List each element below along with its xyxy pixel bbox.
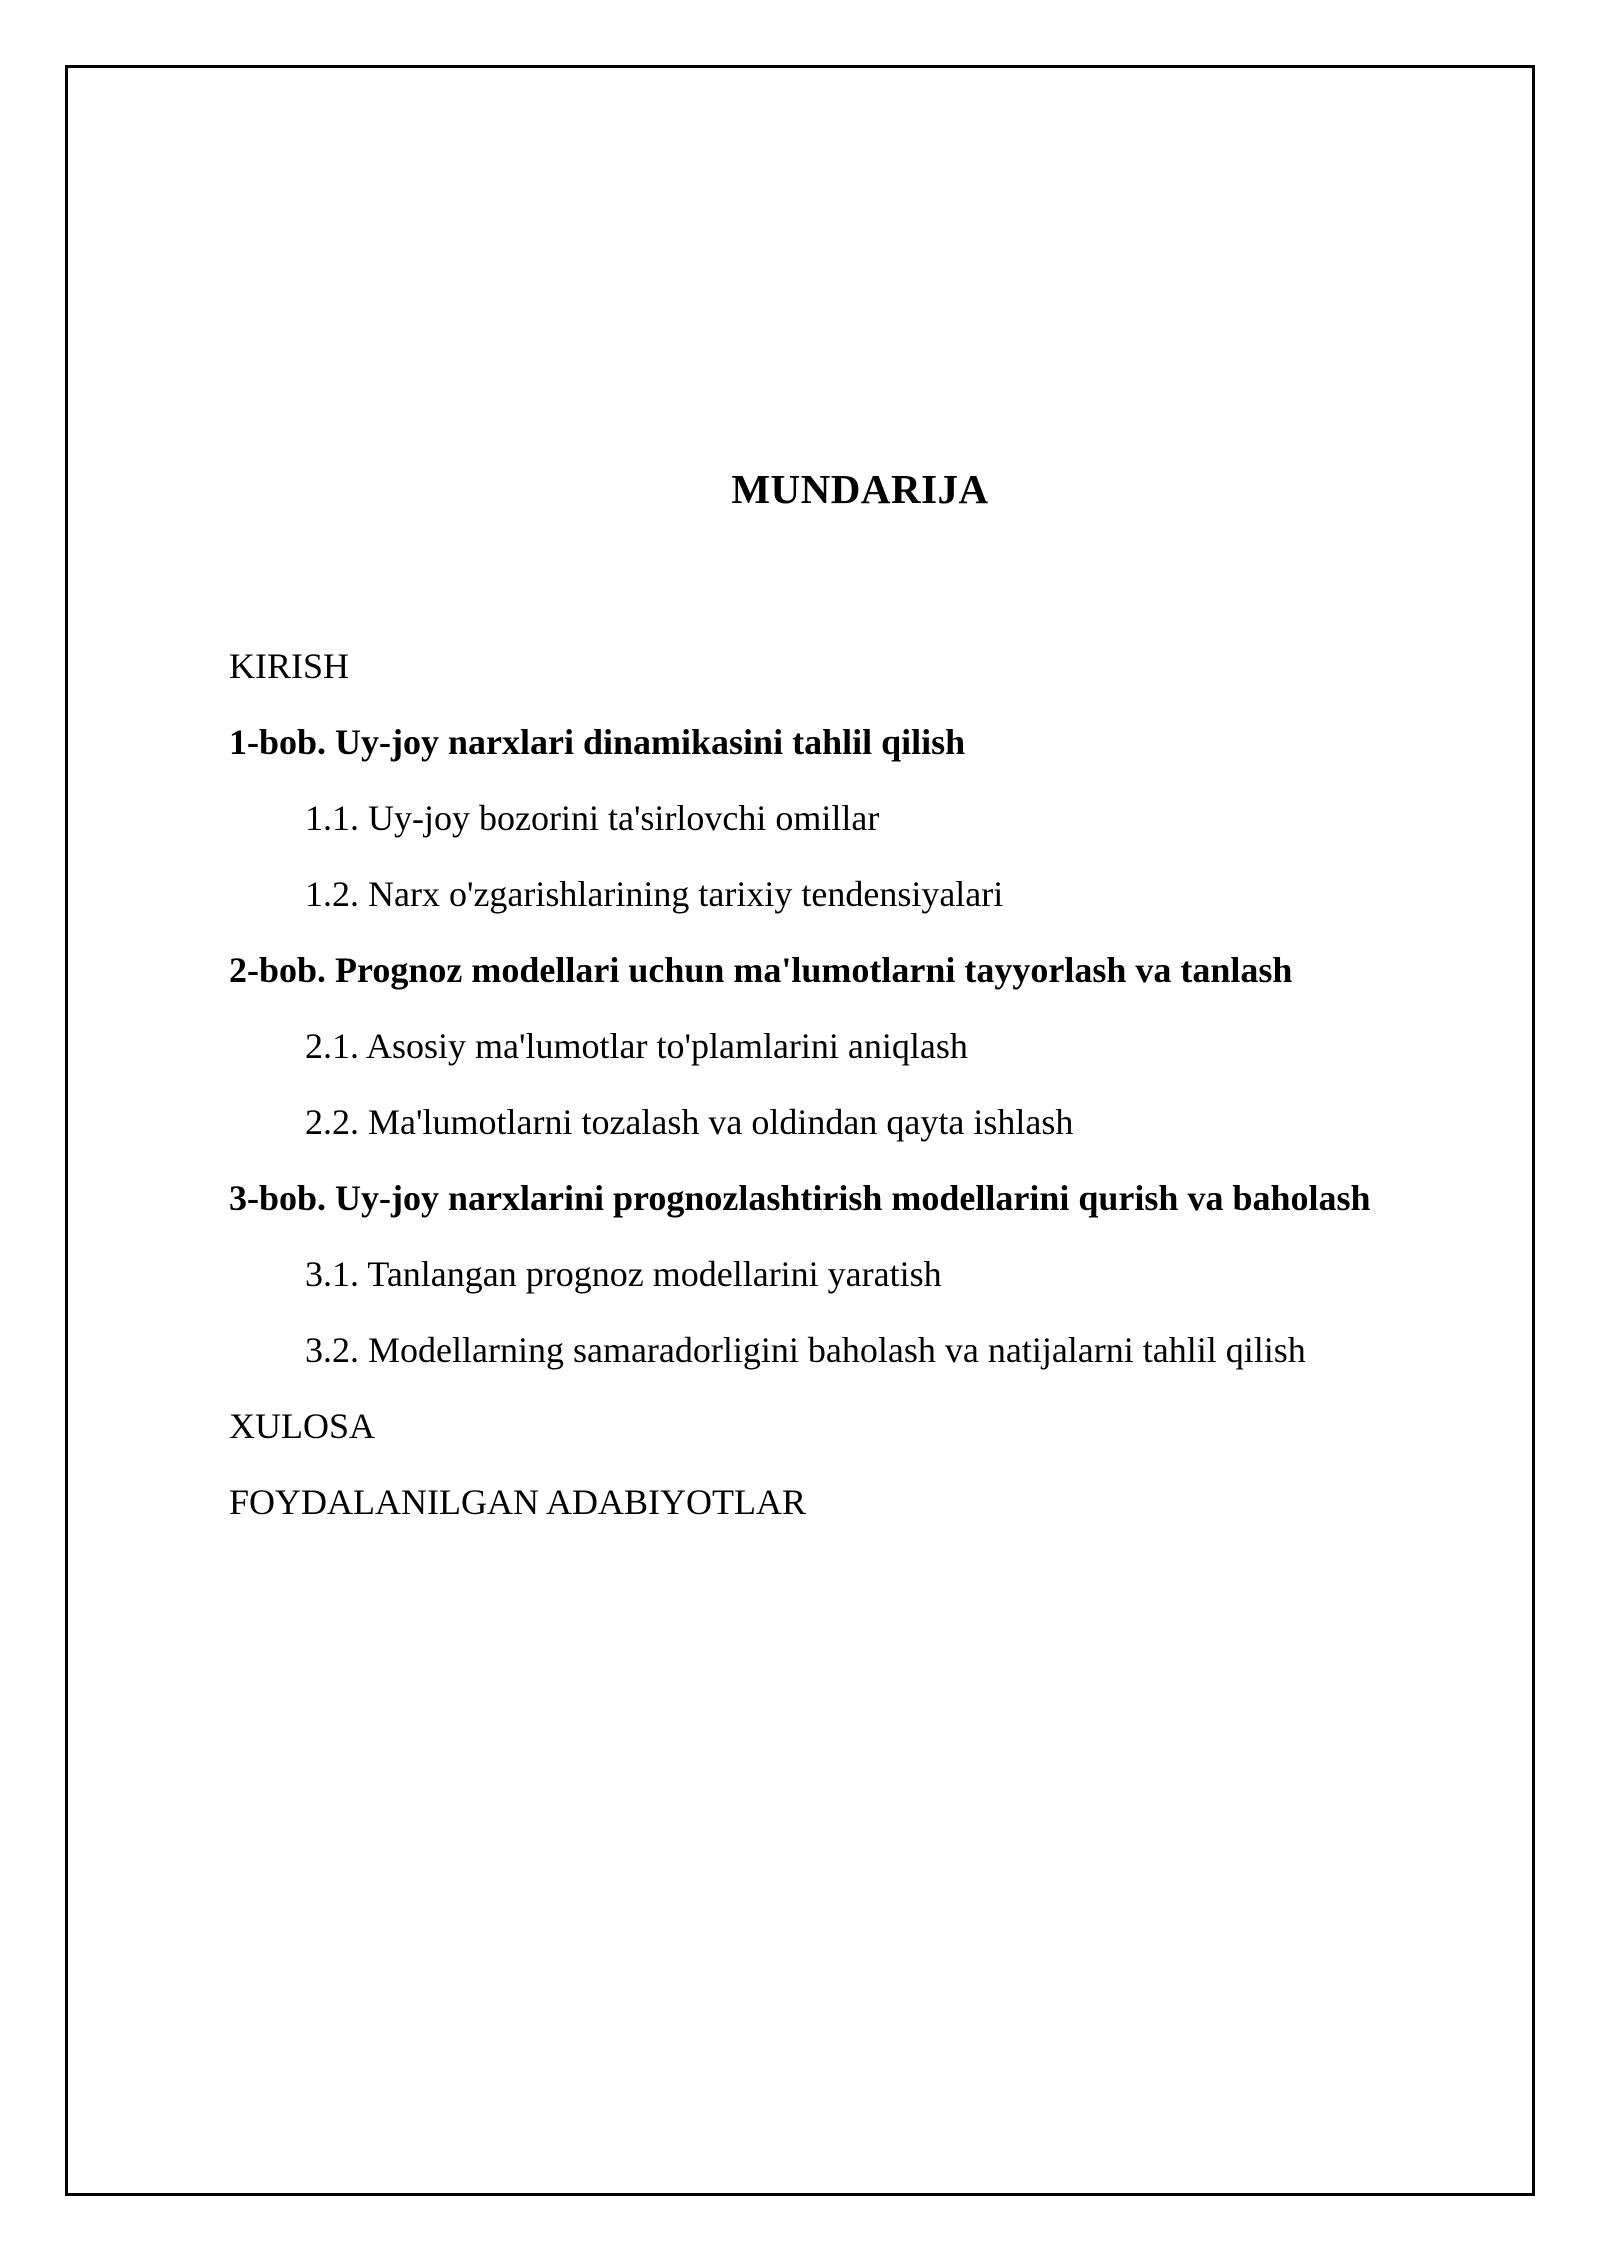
- toc-entry-section-2-1: 2.1. Asosiy ma'lumotlar to'plamlarini aniqlash: [305, 1026, 968, 1066]
- toc-entry-section-3-1: 3.1. Tanlangan prognoz modellarini yaratish: [305, 1254, 942, 1294]
- toc-entry-section-2-2: 2.2. Ma'lumotlarni tozalash va oldindan qayta ishlash: [305, 1102, 1074, 1142]
- toc-entry-chapter-2: 2-bob. Prognoz modellari uchun ma'lumotlarni tayyorlash va tanlash: [229, 950, 1293, 990]
- toc-entry-chapter-3: 3-bob. Uy-joy narxlarini prognozlashtirish modellarini qurish va baholash: [229, 1178, 1371, 1218]
- toc-title: MUNDARIJA: [731, 466, 989, 512]
- toc-entry-chapter-1: 1-bob. Uy-joy narxlari dinamikasini tahlil qilish: [229, 722, 966, 762]
- toc-entry-adabiyotlar: FOYDALANILGAN ADABIYOTLAR: [229, 1482, 806, 1522]
- toc-entry-kirish: KIRISH: [229, 646, 350, 686]
- table-of-contents: [229, 644, 1519, 1556]
- toc-entry-section-1-1: 1.1. Uy-joy bozorini ta'sirlovchi omillar: [305, 798, 880, 838]
- toc-entry-section-1-2: 1.2. Narx o'zgarishlarining tarixiy tendensiyalari: [305, 874, 1004, 914]
- toc-entry-xulosa: XULOSA: [229, 1406, 376, 1446]
- toc-entry-section-3-2: 3.2. Modellarning samaradorligini baholash va natijalarni tahlil qilish: [305, 1330, 1306, 1370]
